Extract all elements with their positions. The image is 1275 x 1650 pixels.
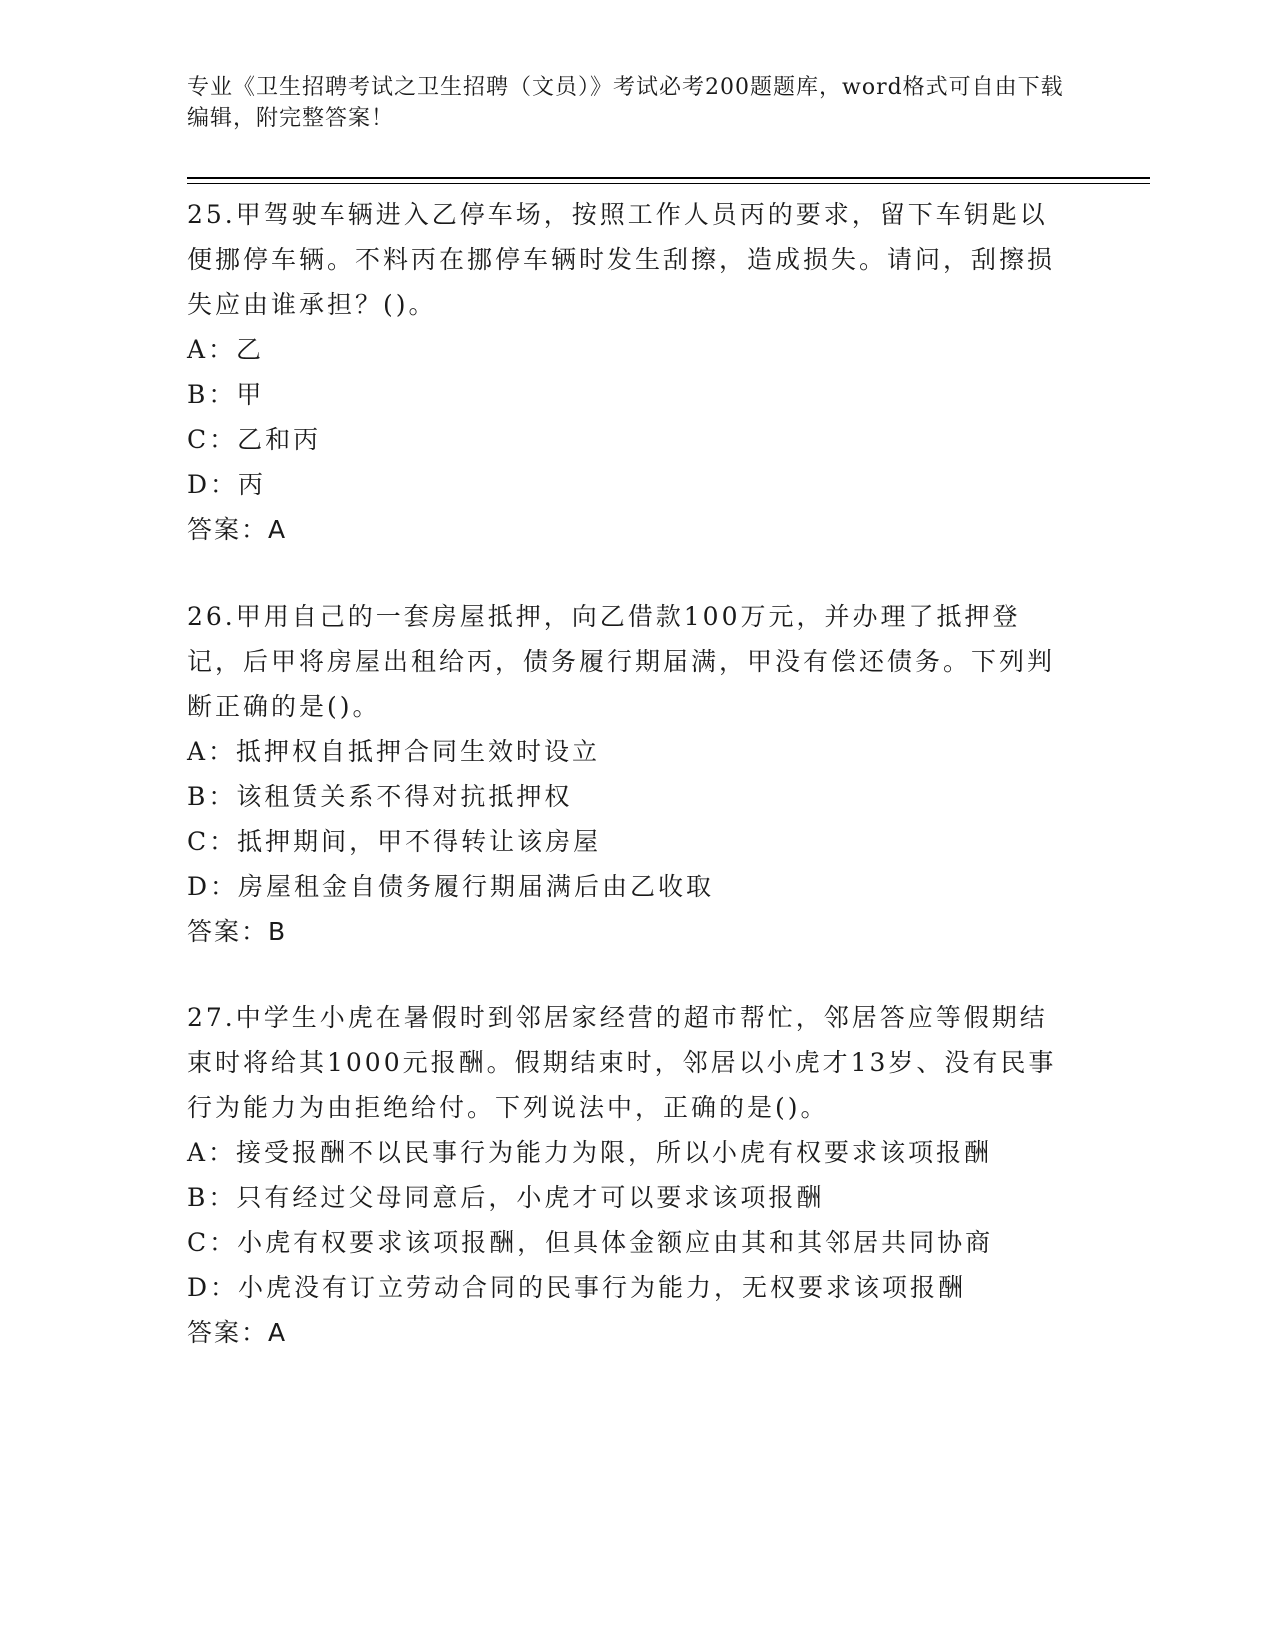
option-c: C：抵押期间，甲不得转让该房屋: [187, 827, 602, 856]
option-d: D：小虎没有订立劳动合同的民事行为能力，无权要求该项报酬: [187, 1273, 967, 1302]
option-a: A：接受报酬不以民事行为能力为限，所以小虎有权要求该项报酬: [187, 1138, 993, 1167]
question-stem: 27.中学生小虎在暑假时到邻居家经营的超市帮忙，邻居答应等假期结束时将给其1000元报酬。假期结束时，邻居以小虎才13岁、没有民事行为能力为由拒绝给付。下列说法中，正确的是()。: [187, 1003, 1057, 1122]
answer: 答案：A: [187, 1318, 288, 1347]
option-a: A：乙: [187, 335, 265, 364]
option-c: C：小虎有权要求该项报酬，但具体金额应由其和其邻居共同协商: [187, 1228, 994, 1257]
document-header: 专业《卫生招聘考试之卫生招聘（文员）》考试必考200题题库，word格式可自由下载编辑，附完整答案！: [187, 75, 1064, 131]
option-b: B：只有经过父母同意后，小虎才可以要求该项报酬: [187, 1183, 825, 1212]
option-b: B：甲: [187, 380, 265, 409]
option-d: D：房屋租金自债务履行期届满后由乙收取: [187, 872, 715, 901]
answer: 答案：A: [187, 515, 288, 544]
option-b: B：该租赁关系不得对抗抵押权: [187, 782, 573, 811]
option-d: D：丙: [187, 470, 267, 499]
question-stem: 25.甲驾驶车辆进入乙停车场，按照工作人员丙的要求，留下车钥匙以便挪停车辆。不料丙在挪停车辆时发生刮擦，造成损失。请问，刮擦损失应由谁承担？()。: [187, 200, 1056, 319]
header-rule-thick: [187, 177, 1150, 179]
option-a: A：抵押权自抵押合同生效时设立: [187, 737, 601, 766]
option-c: C：乙和丙: [187, 425, 322, 454]
answer: 答案：B: [187, 917, 288, 946]
question-26: [187, 594, 1067, 954]
question-stem: 26.甲用自己的一套房屋抵押，向乙借款100万元，并办理了抵押登记，后甲将房屋出租给丙，债务履行期届满，甲没有偿还债务。下列判断正确的是()。: [187, 602, 1056, 721]
question-27: [187, 995, 1067, 1355]
header-rule-thin: [187, 183, 1150, 184]
question-25: [187, 192, 1067, 552]
